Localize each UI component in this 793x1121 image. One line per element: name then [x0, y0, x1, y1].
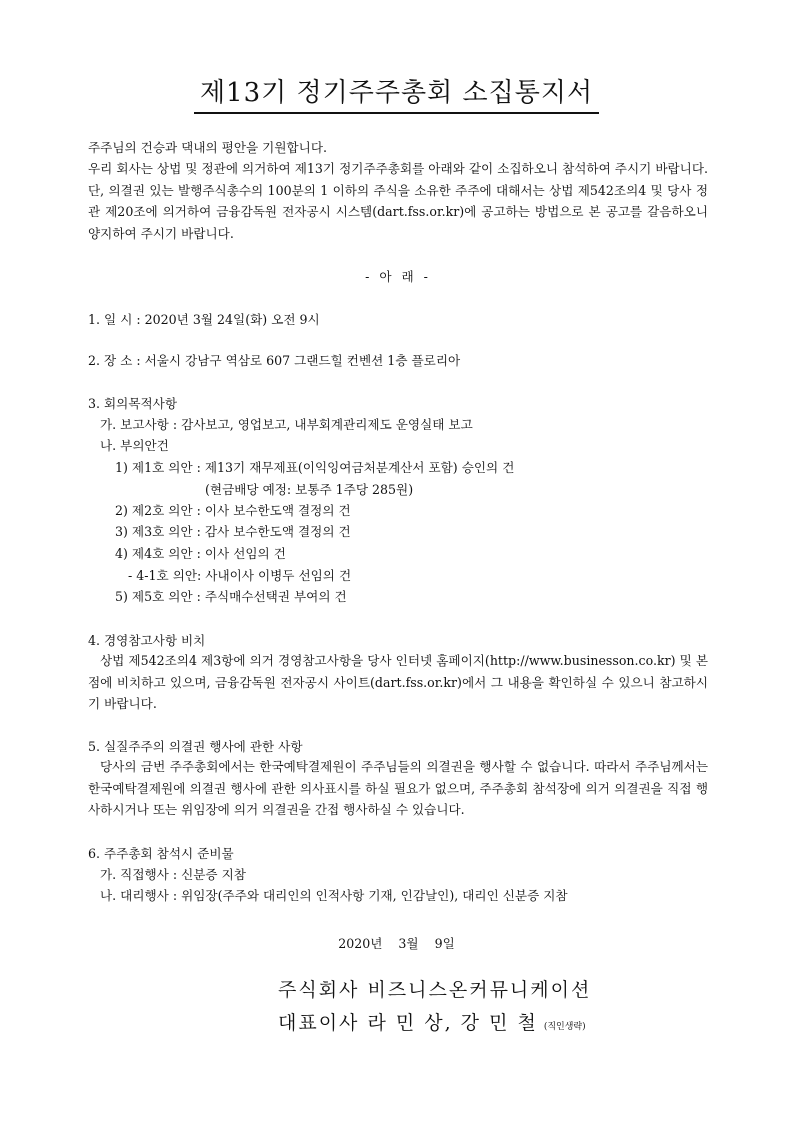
- ceo-names: 대표이사 라 민 상, 강 민 철: [278, 1012, 538, 1034]
- agenda-heading: 나. 부의안건: [100, 438, 169, 453]
- agenda-4: 4) 제4호 의안 : 이사 선임의 건: [115, 546, 286, 561]
- intro-paragraph: 우리 회사는 상법 및 정관에 의거하여 제13기 정기주주총회를 아래와 같이 소집하오니 참석하여 주시기 바랍니다. 단, 의결권 있는 발행주식총수의 100분의 1 이하의 주식을 소유한 주주에 대해서는 상법 제542조의4 및 당사 정관 제20조에 의거하여 금융감독원 전자공시 시스템(dart.fss.or.kr)에 공고하는 방법으로 본 공고를 갈음하오니 양지하여 주시기 바랍니다.: [88, 161, 708, 241]
- title-wrap: [0, 76, 793, 114]
- item-date: 1. 일 시 : 2020년 3월 24일(화) 오전 9시: [88, 312, 320, 327]
- item-prep-heading: 6. 주주총회 참석시 준비물: [88, 846, 234, 861]
- prep-direct: 가. 직접행사 : 신분증 지참: [100, 867, 246, 882]
- report-items: 가. 보고사항 : 감사보고, 영업보고, 내부회계관리제도 운영실태 보고: [100, 417, 473, 432]
- prep-proxy: 나. 대리행사 : 위임장(주주와 대리인의 인적사항 기재, 인감날인), 대리인 신분증 지참: [100, 888, 568, 903]
- greeting: 주주님의 건승과 댁내의 평안을 기원합니다.: [88, 140, 327, 155]
- agenda-5: 5) 제5호 의안 : 주식매수선택권 부여의 건: [115, 589, 347, 604]
- agenda-1: 1) 제1호 의안 : 제13기 재무제표(이익잉여금처분계산서 포함) 승인의 건: [115, 460, 515, 475]
- item-reference-heading: 4. 경영참고사항 비치: [88, 633, 206, 648]
- notice-date: 2020년 3월 9일: [338, 936, 455, 951]
- item-reference-body: 상법 제542조의4 제3항에 의거 경영참고사항을 당사 인터넷 홈페이지(http://www.businesson.co.kr) 및 본점에 비치하고 있으며, 금융감독원 전자공시 사이트(dart.fss.or.kr)에서 그 내용을 확인하실 수 있으니 참고하시기 바랍니다.: [88, 653, 708, 711]
- agenda-4-sub: - 4-1호 의안: 사내이사 이병두 선임의 건: [128, 568, 352, 583]
- agenda-2: 2) 제2호 의안 : 이사 보수한도액 결정의 건: [115, 503, 351, 518]
- item-place: 2. 장 소 : 서울시 강남구 역삼로 607 그랜드힐 컨벤션 1층 플로리아: [88, 353, 461, 368]
- item-voting-heading: 5. 실질주주의 의결권 행사에 관한 사항: [88, 739, 303, 754]
- seal-note: (직인생략): [543, 1022, 586, 1032]
- company-name: 주식회사 비즈니스온커뮤니케이션: [278, 979, 592, 1001]
- agenda-1-note: (현금배당 예정: 보통주 1주당 285원): [205, 482, 414, 497]
- item-voting-body: 당사의 금번 주주총회에서는 한국예탁결제원이 주주님들의 의결권을 행사할 수 없습니다. 따라서 주주님께서는 한국예탁결제원에 의결권 행사에 관한 의사표시를 하실 필요가 없으며, 주주총회 참석장에 의거 의결권을 직접 행사하시거나 또는 위임장에 의거 의결권을 간접 행사하실 수 있습니다.: [88, 759, 708, 817]
- item-purpose-heading: 3. 회의목적사항: [88, 396, 178, 411]
- agenda-3: 3) 제3호 의안 : 감사 보수한도액 결정의 건: [115, 524, 351, 539]
- document-title: 제13기 정기주주총회 소집통지서: [194, 76, 599, 114]
- ceo-line: [278, 1008, 586, 1035]
- section-marker: - 아 래 -: [365, 269, 428, 284]
